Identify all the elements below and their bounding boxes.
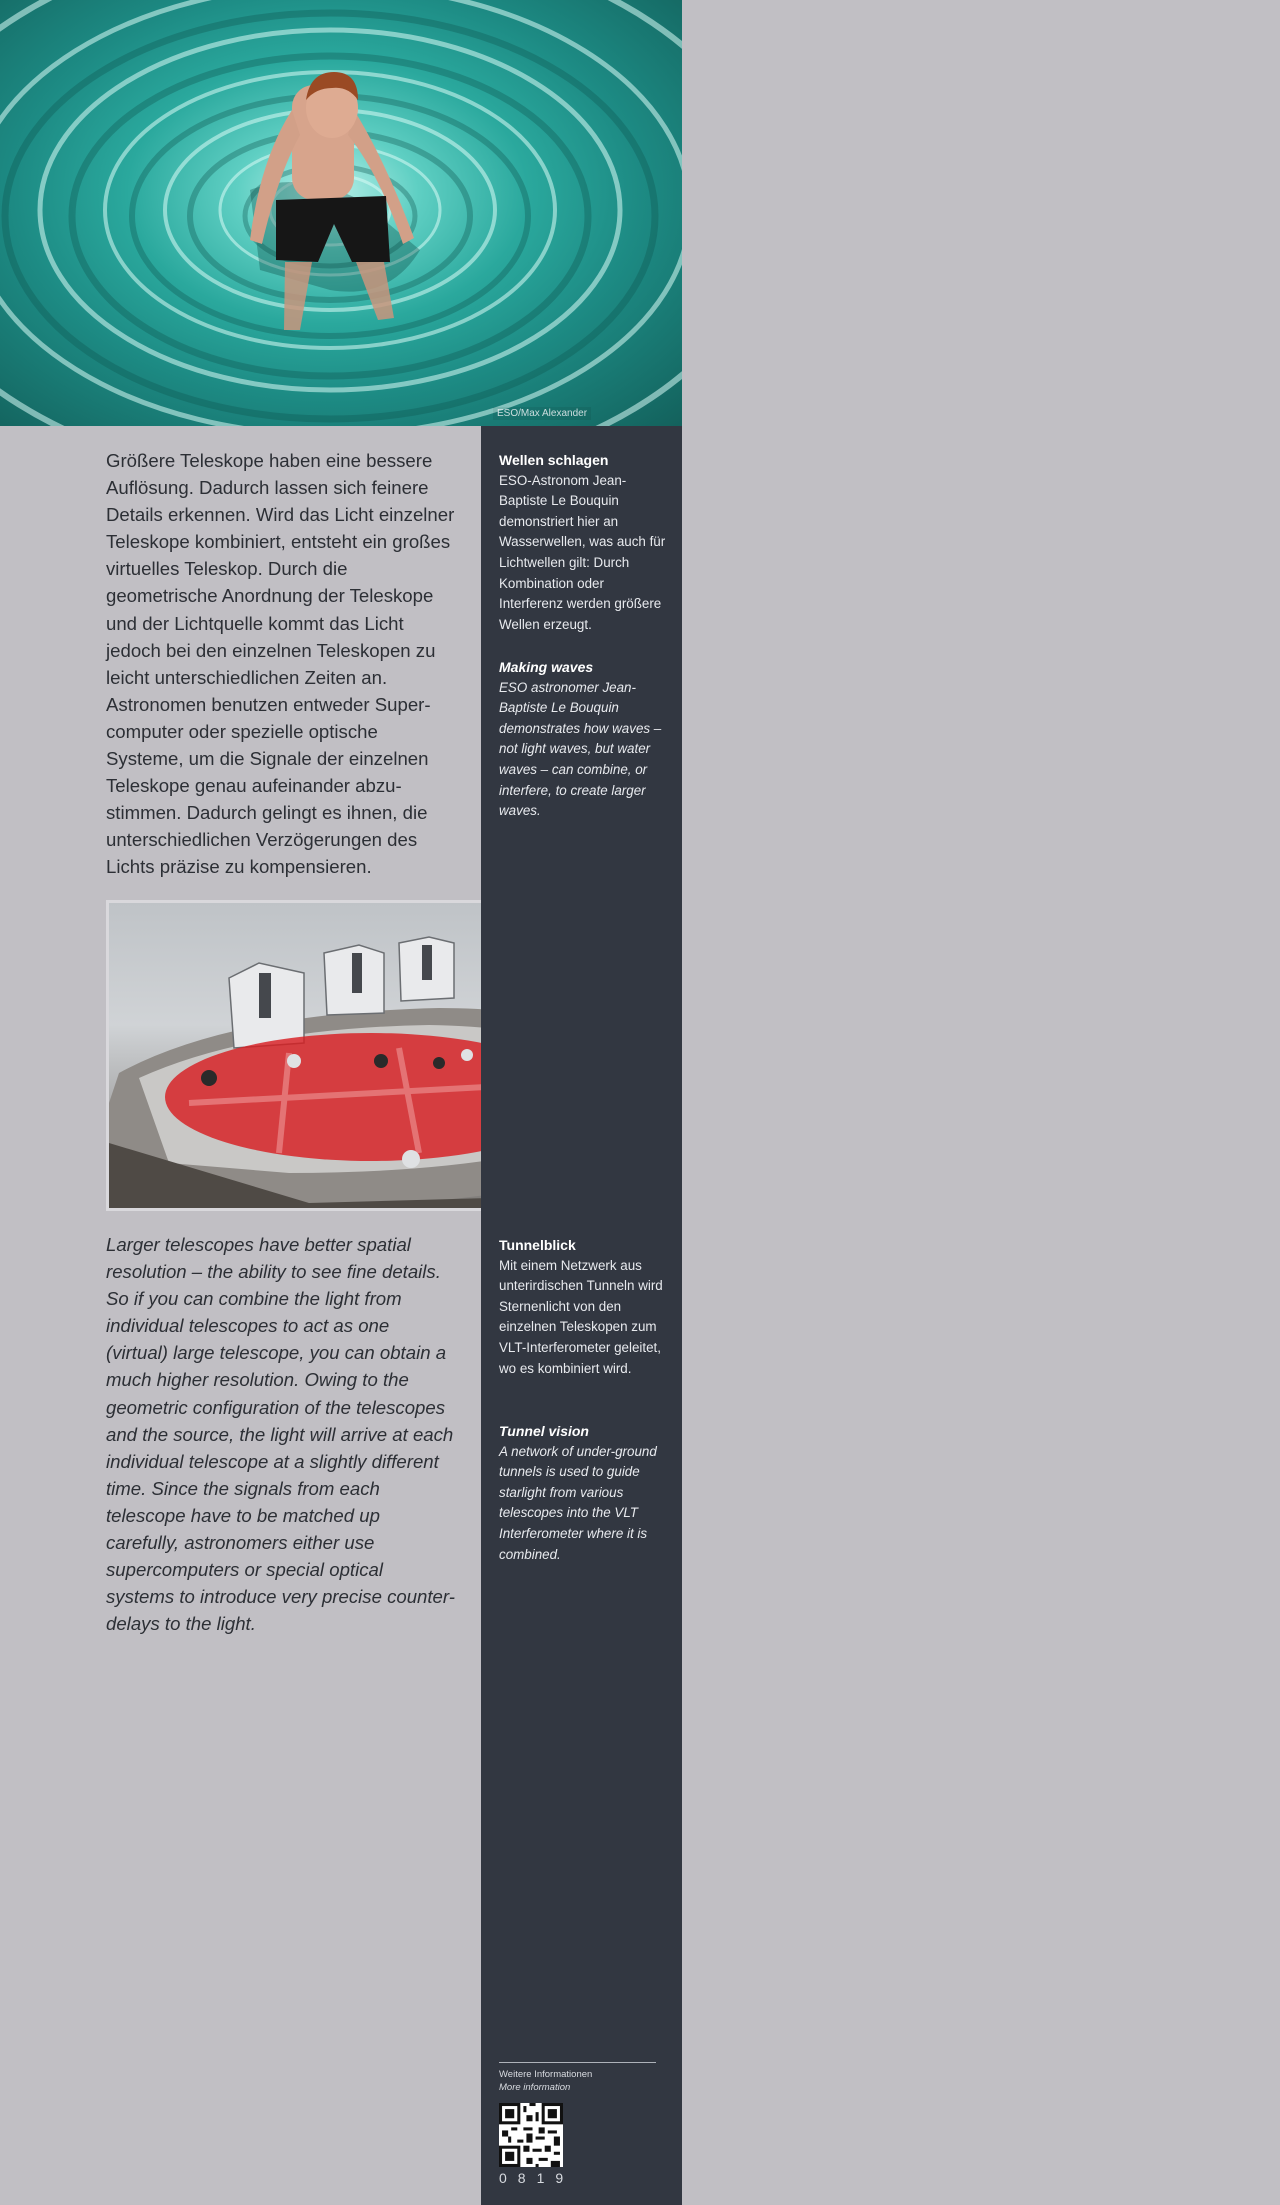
caption-text: ESO astronomer Jean-Baptiste Le Bouquin demonstrates how waves – not light waves, but water waves – can combine, or interfere, to create larger waves. bbox=[499, 679, 662, 819]
water-ripples-illustration bbox=[0, 0, 682, 426]
caption-waves-english bbox=[499, 657, 667, 822]
exhibit-code: 0819 bbox=[499, 2170, 575, 2186]
body-text-english: Larger telescopes have better spatial resolution – the ability to see fine details. So if you can combine the light from individual telescopes to act as one (virtual) large telescope, you can obtain a much higher resolution. Owing to the geometric configuration of the telescopes and the source, the light will arrive at each individual telescope at a slightly different time. Since the signals from each telescope have to be matched up carefully, astronomers either use supercomputers or special optical systems to introduce very precise counter-delays to the light. bbox=[106, 1234, 455, 1635]
caption-title: Wellen schlagen bbox=[499, 452, 609, 468]
page-background bbox=[682, 0, 1280, 2205]
qr-code[interactable] bbox=[499, 2103, 563, 2167]
caption-tunnel-english bbox=[499, 1421, 667, 1565]
caption-text: A network of under-ground tunnels is used to guide starlight from various telescopes into the VLT Interferometer where it is combined. bbox=[499, 1443, 657, 1562]
caption-title: Making waves bbox=[499, 659, 594, 675]
more-info-english: More information bbox=[499, 2082, 571, 2093]
qr-code-graphic bbox=[499, 2103, 563, 2167]
caption-waves-german bbox=[499, 450, 667, 635]
caption-tunnel-german bbox=[499, 1235, 667, 1379]
caption-text: ESO-Astronom Jean-Baptiste Le Bouquin demonstriert hier an Wasserwellen, was auch für Lichtwellen gilt: Durch Kombination oder Interferenz werden größere Wellen erzeugt. bbox=[499, 472, 666, 632]
hero-photo bbox=[0, 0, 682, 426]
more-information bbox=[499, 2062, 656, 2093]
caption-title: Tunnelblick bbox=[499, 1237, 576, 1253]
photo-credit: ESO/Max Alexander bbox=[493, 407, 591, 420]
more-info-german: Weitere Informationen bbox=[499, 2069, 593, 2080]
caption-sidebar bbox=[481, 426, 682, 2205]
caption-text: Mit einem Netzwerk aus unterirdischen Tunneln wird Sternenlicht von den einzelnen Teleskopen zum VLT-Interferometer geleitet, wo es kombiniert wird. bbox=[499, 1257, 663, 1376]
caption-title: Tunnel vision bbox=[499, 1423, 589, 1439]
body-text-german: Größere Teleskope haben eine bessere Auflösung. Dadurch lassen sich feinere Details erkennen. Wird das Licht einzelner Teleskope kombiniert, entsteht ein großes virtuelles Teleskop. Durch die geometrische Anordnung der Teleskope und der Lichtquelle kommt das Licht jedoch bei den einzelnen Teleskopen zu leicht unterschiedlichen Zeiten an. Astronomen benutzen entweder Super-computer oder spezielle optische Systeme, um die Signale der einzelnen Teleskope genau aufeinander abzu-stimmen. Dadurch gelingt es ihnen, die unterschiedlichen Verzögerungen des Lichts präzise zu kompensieren. bbox=[106, 450, 455, 878]
